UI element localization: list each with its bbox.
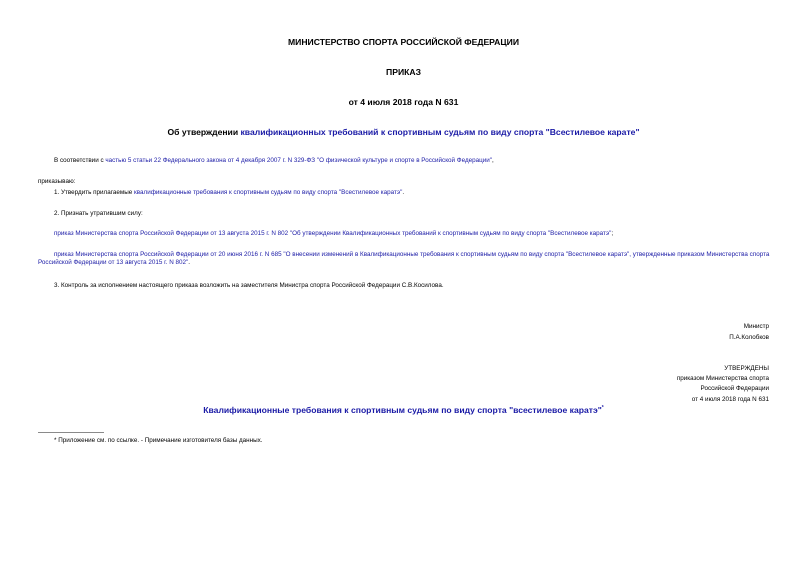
item-1-suffix: . [402, 189, 405, 196]
annex-footnote-marker: * [601, 405, 604, 412]
document-title-prefix: Об утверждении [167, 127, 241, 137]
approval-line-1: УТВЕРЖДЕНЫ [724, 365, 769, 372]
repeal-1-suffix: ; [611, 230, 614, 237]
signature-position: Министр [743, 323, 769, 330]
federal-law-link[interactable]: частью 5 статьи 22 Федерального закона от 4 декабря 2007 г. N 329-ФЗ "О физической культуре и спорте в Российской Федерации" [105, 157, 493, 164]
annex-title[interactable] [0, 405, 807, 415]
approval-line-2: приказом Министерства спорта [676, 375, 769, 382]
paragraph-basis-suffix: , [492, 157, 494, 164]
repeal-2 [38, 251, 773, 267]
footnote-divider [38, 432, 104, 433]
item-1-prefix: 1. Утвердить прилагаемые [54, 189, 134, 196]
orders-word: приказываю: [38, 178, 76, 185]
repeal-1-link[interactable]: приказ Министерства спорта Российской Федерации от 13 августа 2015 г. N 802 "Об утверждении Квалификационных требований к спортивным судьям по виду спорта "Всестилевое каратэ" [54, 230, 612, 237]
footnote-text: * Приложение см. по ссылке. - Примечание изготовителя базы данных. [54, 437, 263, 444]
document-type: ПРИКАЗ [386, 67, 421, 77]
paragraph-basis-prefix: В соответствии с [54, 157, 106, 164]
document-title-link[interactable]: квалификационных требований к спортивным судьям по виду спорта "Всестилевое карате" [240, 127, 640, 137]
item-1 [54, 189, 404, 197]
approval-line-4: от 4 июля 2018 года N 631 [691, 396, 769, 403]
paragraph-basis [54, 157, 494, 165]
approval-line-3: Российской Федерации [700, 385, 769, 392]
document-title [0, 127, 807, 137]
signature-name: П.А.Колобков [729, 334, 769, 341]
item-3: 3. Контроль за исполнением настоящего приказа возложить на заместителя Министра спорта Российской Федерации С.В.Косилова. [54, 282, 444, 289]
ministry-heading: МИНИСТЕРСТВО СПОРТА РОССИЙСКОЙ ФЕДЕРАЦИИ [287, 37, 519, 47]
repeal-1 [54, 230, 613, 238]
annex-title-text[interactable]: Квалификационные требования к спортивным судьям по виду спорта "всестилевое каратэ" [203, 405, 602, 415]
document-date-number: от 4 июля 2018 года N 631 [348, 97, 459, 107]
requirements-link[interactable]: квалификационные требования к спортивным судьям по виду спорта "Всестилевое каратэ" [134, 189, 403, 196]
repeal-2-link[interactable]: приказ Министерства спорта Российской Федерации от 20 июня 2016 г. N 685 "О внесении изменений в Квалификационные требования к спортивным судьям по виду спорта "Всестилевое каратэ", утвержденные приказом Министерства спорта Российской Федерации от 13 августа 2015 г. N 802" [38, 251, 770, 266]
item-2: 2. Признать утратившим силу: [54, 210, 143, 217]
repeal-2-suffix: . [188, 259, 190, 266]
